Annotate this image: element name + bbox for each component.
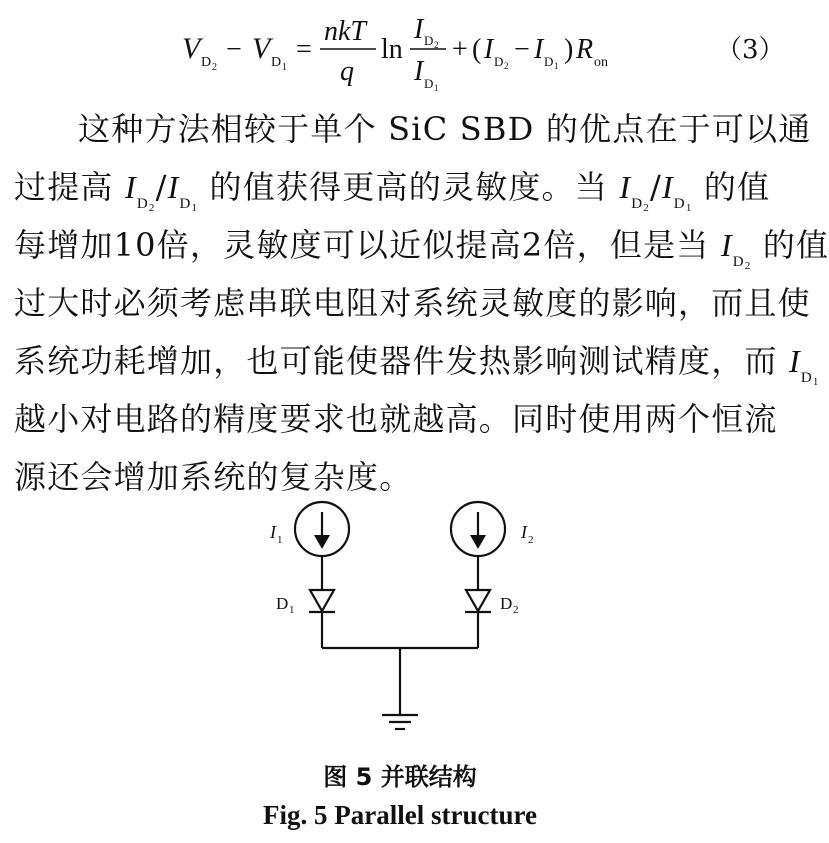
math-sub — [137, 196, 156, 212]
para-line-4 — [14, 274, 811, 332]
para-line-6 — [14, 390, 794, 448]
eq-term-a: I — [484, 34, 494, 65]
para-text: 的值 — [751, 226, 829, 264]
eq-frac2-den: I — [414, 56, 424, 87]
eq-lhs-v-d1: V — [252, 32, 271, 65]
current-source-2-arrowhead — [470, 535, 486, 549]
label-i1: I — [270, 522, 276, 542]
math-i-d2 — [720, 227, 752, 272]
math-subsub: 2 — [643, 202, 650, 214]
label-sub: 2 — [528, 534, 534, 546]
math-sub-d: D — [732, 254, 745, 270]
eq-frac1-num: nkT — [324, 16, 366, 47]
eq-sub: D — [424, 76, 434, 91]
math-i-d2 — [124, 169, 156, 214]
eq-lhs-v-d2: V — [182, 32, 201, 65]
eq-subsub: 2 — [434, 40, 439, 50]
eq-sub: D — [271, 55, 282, 70]
eq-sub: D — [494, 54, 504, 69]
eq-frac2-num: I — [414, 14, 424, 45]
math-var: I — [124, 169, 137, 205]
math-sub — [674, 196, 693, 212]
eq-minus: − — [226, 34, 242, 65]
label-i2: I — [521, 522, 527, 542]
para-text: 系统功耗增加，也可能使器件发热影响测试精度，而 — [14, 342, 789, 380]
math-sub-d: D — [800, 370, 813, 386]
label-sub: 2 — [513, 604, 519, 616]
math-subsub: 1 — [812, 376, 820, 388]
equation-3 — [0, 0, 800, 100]
math-var: I — [788, 343, 801, 379]
math-var: I — [619, 169, 632, 205]
eq-minus: − — [514, 34, 530, 65]
eq-subsub: 2 — [504, 61, 509, 71]
math-slash: / — [155, 168, 168, 206]
eq-subsub: 1 — [282, 62, 287, 73]
math-subsub: 2 — [744, 260, 752, 272]
eq-frac1-den: q — [340, 56, 354, 87]
eq-term-b: I — [534, 34, 544, 65]
para-line-3 — [14, 216, 829, 274]
body-paragraph — [14, 100, 829, 506]
para-text: 源还会增加系统的复杂度。 — [14, 458, 413, 496]
label-sub: 1 — [289, 604, 295, 616]
para-line-2 — [14, 158, 794, 216]
math-i-d1 — [788, 343, 820, 388]
figure-caption-en: Fig. 5 Parallel structure — [263, 800, 537, 830]
eq-number: （3） — [716, 35, 785, 65]
diode-d1-icon — [310, 590, 334, 611]
math-subsub: 2 — [148, 202, 156, 214]
eq-paren: ) — [564, 34, 574, 65]
math-sub-d: D — [179, 196, 192, 212]
math-var: I — [661, 169, 674, 205]
parallel-circuit-diagram — [0, 490, 800, 750]
math-subsub: 1 — [685, 202, 693, 214]
math-sub — [733, 254, 752, 270]
eq-plus: + — [452, 34, 468, 65]
para-text: 这种方法相较于单个 SiC SBD 的优点在于可以通 — [78, 110, 812, 148]
eq-subsub: 1 — [554, 61, 559, 71]
eq-sub: D — [424, 33, 434, 48]
diode-d2-icon — [466, 590, 490, 611]
para-text: 越小对电路的精度要求也就越高。同时使用两个恒流 — [14, 400, 778, 438]
math-sub — [801, 370, 820, 386]
math-sub-d: D — [631, 196, 644, 212]
para-text: 的值 — [692, 168, 771, 206]
current-source-1-arrowhead — [314, 535, 330, 549]
para-text: 每增加10倍，灵敏度可以近似提高2倍，但是当 — [14, 226, 721, 264]
eq-ln: ln — [381, 34, 403, 65]
math-sub — [179, 196, 198, 212]
para-text: 过大时必须考虑串联电阻对系统灵敏度的影响，而且使 — [14, 284, 811, 322]
math-subsub: 1 — [191, 202, 199, 214]
eq-sub: D — [544, 54, 554, 69]
label-sub: 1 — [277, 534, 283, 546]
math-sub — [631, 196, 650, 212]
math-slash: / — [649, 168, 662, 206]
para-line-5 — [14, 332, 820, 390]
eq-r-on: R — [576, 34, 594, 65]
math-sub-d: D — [673, 196, 686, 212]
figure-caption-zh: 图 5 并联结构 — [323, 763, 477, 791]
eq-equals: = — [296, 34, 312, 65]
para-text: 过提高 — [14, 168, 125, 206]
label-d2: D — [500, 594, 513, 613]
eq-sub: on — [594, 55, 608, 70]
math-var: I — [167, 169, 180, 205]
eq-subsub: 2 — [212, 62, 217, 73]
math-i-d1 — [661, 169, 693, 214]
para-line-1 — [14, 100, 812, 158]
math-var: I — [720, 227, 733, 263]
math-i-d1 — [167, 169, 199, 214]
eq-paren: ( — [472, 34, 482, 65]
math-i-d2 — [619, 169, 650, 214]
para-text: 的值获得更高的灵敏度。当 — [198, 168, 620, 206]
eq-sub: D — [201, 55, 212, 70]
label-d1: D — [276, 594, 289, 613]
math-sub-d: D — [136, 196, 149, 212]
eq-subsub: 1 — [434, 83, 439, 93]
